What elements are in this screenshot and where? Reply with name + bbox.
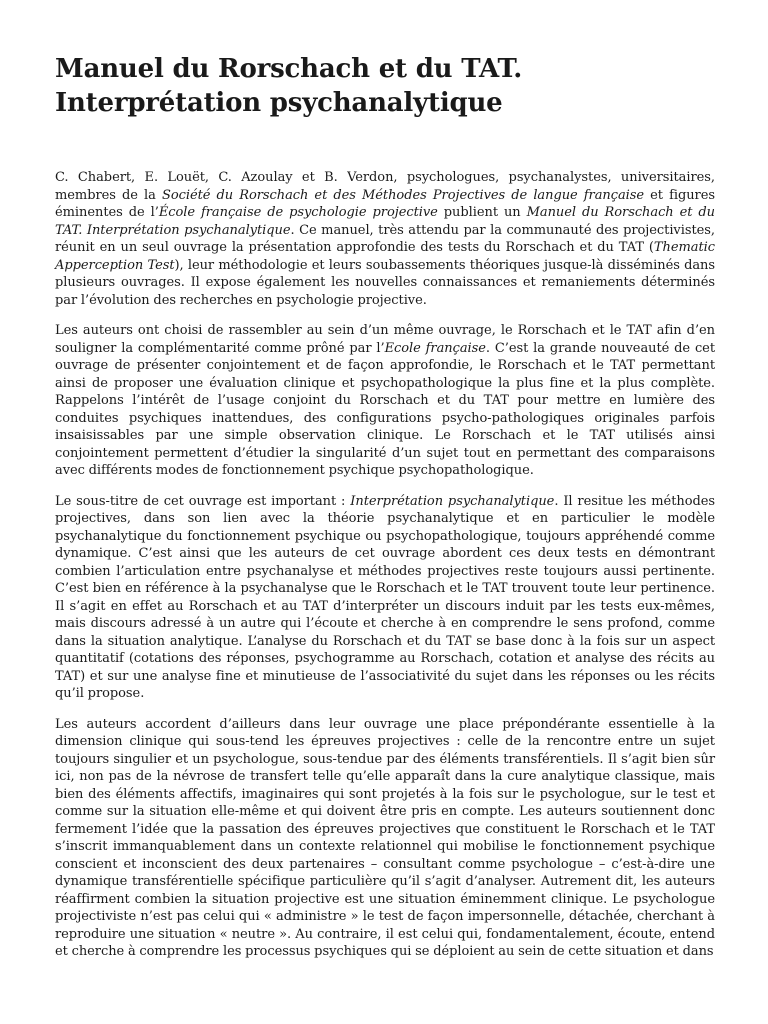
text-line xyxy=(55,375,715,393)
document-page xyxy=(55,52,715,974)
text-segment: Les auteurs ont choisi de rassembler au sein d’un même ouvrage, le Rorschach et le TAT afin d’en xyxy=(55,323,715,338)
text-line xyxy=(55,222,715,240)
paragraph xyxy=(55,716,715,961)
text-segment: C. Chabert, E. Louët, C. Azoulay et B. Verdon, psychologues, psychanalystes, universitaires, xyxy=(55,170,715,185)
text-line xyxy=(55,768,715,786)
text-line xyxy=(55,598,715,616)
text-segment: dynamique. C’est ainsi que les auteurs de cet ouvrage abordent ces deux tests en démontrant xyxy=(55,546,715,561)
text-line xyxy=(55,462,715,480)
text-segment: . Ce manuel, très attendu par la communauté des projectivistes, xyxy=(290,222,715,238)
text-segment: réunit en un seul ouvrage la présentation approfondie des tests du Rorschach et du TAT ( xyxy=(55,240,654,255)
text-segment: ainsi de proposer une évaluation clinique et psychopathologique la plus fine et la plus complète. xyxy=(55,375,715,391)
paragraph xyxy=(55,322,715,480)
italic-text: Apperception Test xyxy=(55,257,175,273)
text-line xyxy=(55,716,715,734)
text-segment: et figures xyxy=(644,187,715,203)
text-line xyxy=(55,873,715,891)
italic-text: TAT. Interprétation psychanalytique xyxy=(55,222,291,238)
text-segment: reproduire une situation « neutre ». Au contraire, il est celui qui, fondamentalement, écoute, entend xyxy=(55,926,715,942)
text-line xyxy=(55,650,715,668)
text-line xyxy=(55,803,715,821)
text-segment: projectiviste n’est pas celui qui « administre » le test de façon impersonnelle, détachée, cherchant à xyxy=(55,909,715,924)
text-segment: dynamique transférentielle spécifique particulière qu’il s’agit d’analyser. Autrement dit, les auteurs xyxy=(55,874,715,889)
text-segment: conduites psychiques inattendues, des configurations psycho-pathologiques originales parfois xyxy=(55,410,715,426)
text-segment: ouvrage de présenter conjointement et de façon approfondie, le Rorschach et le TAT permettant xyxy=(55,358,715,373)
text-line xyxy=(55,751,715,769)
text-line xyxy=(55,187,715,205)
text-line xyxy=(55,257,715,275)
text-segment: par l’évolution des recherches en psychologie projective. xyxy=(55,292,427,308)
text-segment: comme sur la situation elle-même et qui doivent être pris en compte. Les auteurs soutiennent donc xyxy=(55,804,715,819)
article-body xyxy=(55,169,715,961)
text-segment: conscient et inconscient des deux partenaires – consultant comme psychologue – c’est-à-dire une xyxy=(55,856,715,872)
text-line xyxy=(55,891,715,909)
text-segment: ici, non pas de la névrose de transfert telle qu’elle apparaît dans la cure analytique classique, mais xyxy=(55,769,715,784)
text-line xyxy=(55,510,715,528)
text-segment: projectives, dans son lien avec la théorie psychanalytique et en particulier le modèle xyxy=(55,511,715,526)
text-line xyxy=(55,821,715,839)
text-segment: bien des éléments affectifs, imaginaires qui sont projetés à la fois sur le psychologue, sur le test et xyxy=(55,786,715,802)
text-line xyxy=(55,392,715,410)
text-segment: dans la situation analytique. L’analyse du Rorschach et du TAT se base donc à la fois sur un aspect xyxy=(55,633,715,649)
text-segment: insaisissables par une simple observation clinique. Le Rorschach et le TAT utilisés ainsi xyxy=(55,428,715,443)
text-line xyxy=(55,786,715,804)
text-line xyxy=(55,943,715,961)
text-line xyxy=(55,204,715,222)
text-segment: . C’est la grande nouveauté de cet xyxy=(485,340,715,356)
text-segment: s’inscrit immanquablement dans un contexte relationnel qui mobilise le fonctionnement psychique xyxy=(55,839,715,854)
text-line xyxy=(55,908,715,926)
text-line xyxy=(55,445,715,463)
title-line: Manuel du Rorschach et du TAT. xyxy=(55,54,523,84)
text-segment: dimension clinique qui sous-tend les épreuves projectives : celle de la rencontre entre un sujet xyxy=(55,734,715,749)
text-segment: quantitatif (cotations des réponses, psychogramme au Rorschach, cotation et analyse des récits au xyxy=(55,651,715,666)
italic-text: Manuel du Rorschach et du xyxy=(526,205,715,220)
paragraph xyxy=(55,493,715,703)
text-line xyxy=(55,733,715,751)
text-line xyxy=(55,239,715,257)
text-segment: et cherche à comprendre les processus psychiques qui se déploient au sein de cette situation et dans xyxy=(55,944,714,959)
text-line xyxy=(55,322,715,340)
text-line xyxy=(55,545,715,563)
text-line xyxy=(55,563,715,581)
text-line xyxy=(55,357,715,375)
text-segment: Les auteurs accordent d’ailleurs dans leur ouvrage une place prépondérante essentielle à la xyxy=(55,716,715,732)
text-segment: réaffirment combien la situation projective est une situation éminemment clinique. Le psychologue xyxy=(55,891,715,907)
page-title xyxy=(55,52,715,120)
text-line xyxy=(55,528,715,546)
italic-text: Ecole française xyxy=(384,340,486,356)
text-segment: TAT) et sur une analyse fine et minutieuse de l’associativité du sujet dans les réponses ou les récits xyxy=(55,668,715,684)
text-segment: éminentes de l’ xyxy=(55,205,159,220)
text-segment: Le sous-titre de cet ouvrage est important : xyxy=(55,493,351,509)
text-line xyxy=(55,668,715,686)
text-line xyxy=(55,926,715,944)
text-line xyxy=(55,493,715,511)
text-segment: fermement l’idée que la passation des épreuves projectives que constituent le Rorschach et le TAT xyxy=(55,821,715,837)
text-segment: publient un xyxy=(437,205,527,220)
text-line xyxy=(55,580,715,598)
title-line: Interprétation psychanalytique xyxy=(55,88,503,118)
italic-text: École française de psychologie projective xyxy=(158,205,438,220)
text-line xyxy=(55,274,715,292)
text-segment: Il s’agit en effet au Rorschach et au TAT d’interpréter un discours induit par les tests eux-mêmes, xyxy=(55,598,715,614)
text-segment: C’est bien en référence à la psychanalyse que le Rorschach et le TAT trouvent toute leur pertinence. xyxy=(55,581,715,596)
text-segment: qu’il propose. xyxy=(55,686,145,701)
text-segment: ), leur méthodologie et leurs soubassements théoriques jusque-là disséminés dans xyxy=(174,257,715,273)
paragraph xyxy=(55,169,715,309)
text-line xyxy=(55,685,715,703)
text-segment: membres de la xyxy=(55,187,162,203)
text-line xyxy=(55,856,715,874)
text-line xyxy=(55,410,715,428)
text-segment: plusieurs ouvrages. Il expose également les nouvelles connaissances et remaniements déterminés xyxy=(55,275,715,290)
text-segment: avec différents modes de fonctionnement psychique psychopathologique. xyxy=(55,463,534,478)
text-segment: conjointement permettent d’étudier la singularité d’un sujet tout en permettant des comparaisons xyxy=(55,445,715,461)
text-segment: toujours singulier et un psychologue, sous-tendue par des éléments transférentiels. Il s’agit bien sûr xyxy=(55,751,715,767)
text-segment: mais discours adressé à un autre qui l’écoute et cherche à en comprendre le sens profond, comme xyxy=(55,616,715,631)
text-line xyxy=(55,633,715,651)
text-line xyxy=(55,427,715,445)
text-segment: combien l’articulation entre psychanalyse et méthodes projectives reste toujours aussi pertinente. xyxy=(55,563,715,579)
text-segment: souligner la complémentarité comme prôné par l’ xyxy=(55,340,385,356)
text-line xyxy=(55,615,715,633)
italic-text: Thematic xyxy=(653,240,715,255)
text-line xyxy=(55,838,715,856)
text-segment: . Il resitue les méthodes xyxy=(554,493,716,509)
text-line xyxy=(55,340,715,358)
text-segment: Rappelons l’intérêt de l’usage conjoint du Rorschach et du TAT pour mettre en lumière des xyxy=(55,393,715,408)
text-line xyxy=(55,292,715,310)
italic-text: Société du Rorschach et des Méthodes Projectives de langue française xyxy=(161,187,645,203)
text-segment: psychanalytique du fonctionnement psychique ou psychopathologique, toujours appréhendé comme xyxy=(55,528,715,544)
italic-text: Interprétation psychanalytique xyxy=(350,493,555,509)
text-line xyxy=(55,169,715,187)
